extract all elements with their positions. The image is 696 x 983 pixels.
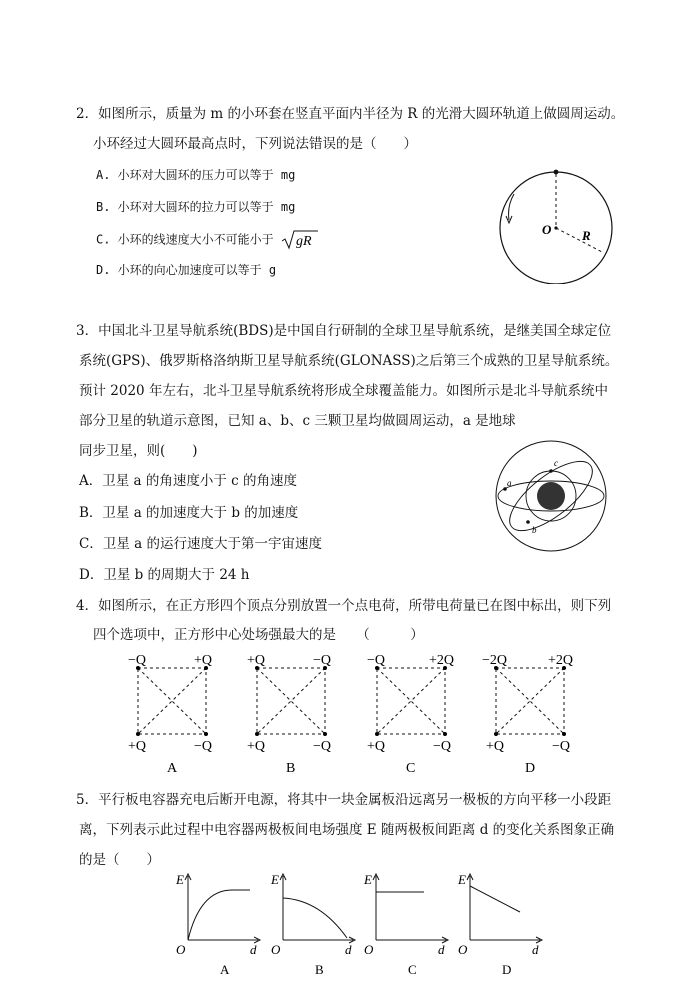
option-letter: A — [220, 962, 230, 977]
q4-figure-a — [128, 653, 212, 776]
earth — [537, 482, 565, 510]
q5-stem-line3: 的是（ ） — [79, 852, 160, 868]
charge-label: +Q — [367, 739, 386, 754]
charge-label: −Q — [313, 739, 332, 754]
small-ring — [554, 170, 559, 175]
sqrt-symbol — [281, 229, 319, 251]
axis-d: d — [532, 942, 539, 957]
q3-option-c: C．卫星 a 的运行速度大于第一宇宙速度 — [79, 536, 322, 552]
q4-charge-figures — [120, 648, 590, 776]
option-letter: D — [502, 962, 512, 977]
q2-option-a: A. 小环对大圆环的压力可以等于 mg — [96, 168, 296, 182]
charge-label: −2Q — [482, 653, 508, 668]
charge-label: −Q — [194, 739, 213, 754]
q4-figure-d — [482, 653, 573, 776]
q3-option-d: D．卫星 b 的周期大于 24 h — [79, 567, 250, 583]
option-letter: C — [406, 761, 416, 776]
q3-stem-line3: 预计 2020 年左右，北斗卫星导航系统将形成全球覆盖能力。如图所示是北斗导航系统中 — [79, 383, 608, 399]
q3-stem-line4: 部分卫星的轨道示意图，已知 a、b、c 三颗卫星均做圆周运动，a 是地球 — [79, 413, 516, 429]
axis-d: d — [345, 942, 352, 957]
charge-label: +2Q — [429, 653, 455, 668]
charge-label: +Q — [194, 653, 213, 668]
option-letter: D — [525, 761, 536, 776]
q4-figure-c — [367, 653, 454, 776]
q3-stem-line1: 3．中国北斗卫星导航系统(BDS)是中国自行研制的全球卫星导航系统，是继美国全球定位 — [76, 323, 612, 339]
charge-label: +Q — [247, 739, 266, 754]
axis-e: E — [271, 872, 279, 887]
option-letter: C — [408, 962, 417, 977]
q2-stem-line2: 小环经过大圆环最高点时，下列说法错误的是（ ） — [93, 136, 417, 152]
sat-c-label: c — [554, 458, 558, 468]
axis-e: E — [176, 872, 184, 887]
q5-graph-b — [270, 872, 355, 977]
q3-stem-line5: 同步卫星，则( ) — [79, 443, 198, 459]
charge-label: +Q — [128, 739, 147, 754]
q2-ring-figure — [490, 158, 650, 284]
q5-graph-c — [363, 872, 448, 977]
charge-label: +Q — [486, 739, 505, 754]
q5-stem-line2: 离，下列表示此过程中电容器两极板间电场强度 E 随两极板间距离 d 的变化关系图象正确 — [79, 822, 615, 838]
charge-label: −Q — [552, 739, 571, 754]
charge-label: −Q — [313, 653, 332, 668]
option-letter: B — [315, 962, 324, 977]
q3-orbit-figure — [492, 440, 616, 554]
charge-label: +Q — [247, 653, 266, 668]
axis-e: E — [364, 872, 372, 887]
q3-option-b: B．卫星 a 的加速度大于 b 的加速度 — [79, 505, 299, 521]
axis-origin: O — [271, 942, 281, 957]
q4-stem-line1: 4．如图所示，在正方形四个顶点分别放置一个点电荷，所带电荷量已在图中标出，则下列 — [76, 598, 612, 614]
axis-e: E — [458, 872, 466, 887]
charge-label: −Q — [367, 653, 386, 668]
q5-graph-a — [175, 872, 260, 977]
charge-label: +2Q — [548, 653, 574, 668]
axis-origin: O — [176, 942, 186, 957]
sat-a-label: a — [507, 478, 512, 488]
q3-option-a: A．卫星 a 的角速度小于 c 的角速度 — [79, 473, 298, 489]
axis-origin: O — [458, 942, 468, 957]
q2-option-c — [96, 229, 319, 251]
radius-label: R — [582, 228, 591, 243]
q5-graph-d — [457, 872, 542, 977]
option-letter: A — [167, 761, 178, 776]
q5-stem-line1: 5．平行板电容器充电后断开电源，将其中一块金属板沿远离另一极板的方向平移一小段距 — [76, 792, 612, 808]
center-label: O — [542, 222, 552, 237]
sat-b-label: b — [532, 525, 537, 535]
q5-graphs — [170, 868, 550, 978]
e-d-curve — [188, 890, 250, 940]
q4-stem-line2: 四个选项中，正方形中心处场强最大的是 （ ） — [93, 627, 424, 643]
e-d-curve — [283, 898, 347, 938]
charge-label: −Q — [433, 739, 452, 754]
axis-d: d — [438, 942, 445, 957]
q2-option-d: D. 小环的向心加速度可以等于 g — [96, 263, 277, 277]
option-letter: B — [286, 761, 296, 776]
q2-option-b: B. 小环对大圆环的拉力可以等于 mg — [96, 200, 296, 214]
charge-label: −Q — [128, 653, 147, 668]
axis-d: d — [250, 942, 257, 957]
e-d-curve — [470, 886, 520, 912]
axis-origin: O — [364, 942, 374, 957]
q2-stem-line1: 2．如图所示，质量为 m 的小环套在竖直平面内半径为 R 的光滑大圆环轨道上做圆周运动。 — [76, 106, 625, 122]
q2-option-c-text: C. 小环的线速度大小不可能小于 — [96, 232, 274, 247]
sqrt-expr: gR — [295, 234, 312, 249]
q3-stem-line2: 系统(GPS)、俄罗斯格洛纳斯卫星导航系统(GLONASS)之后第三个成熟的卫星导航系统。 — [79, 353, 619, 369]
q4-figure-b — [247, 653, 331, 776]
